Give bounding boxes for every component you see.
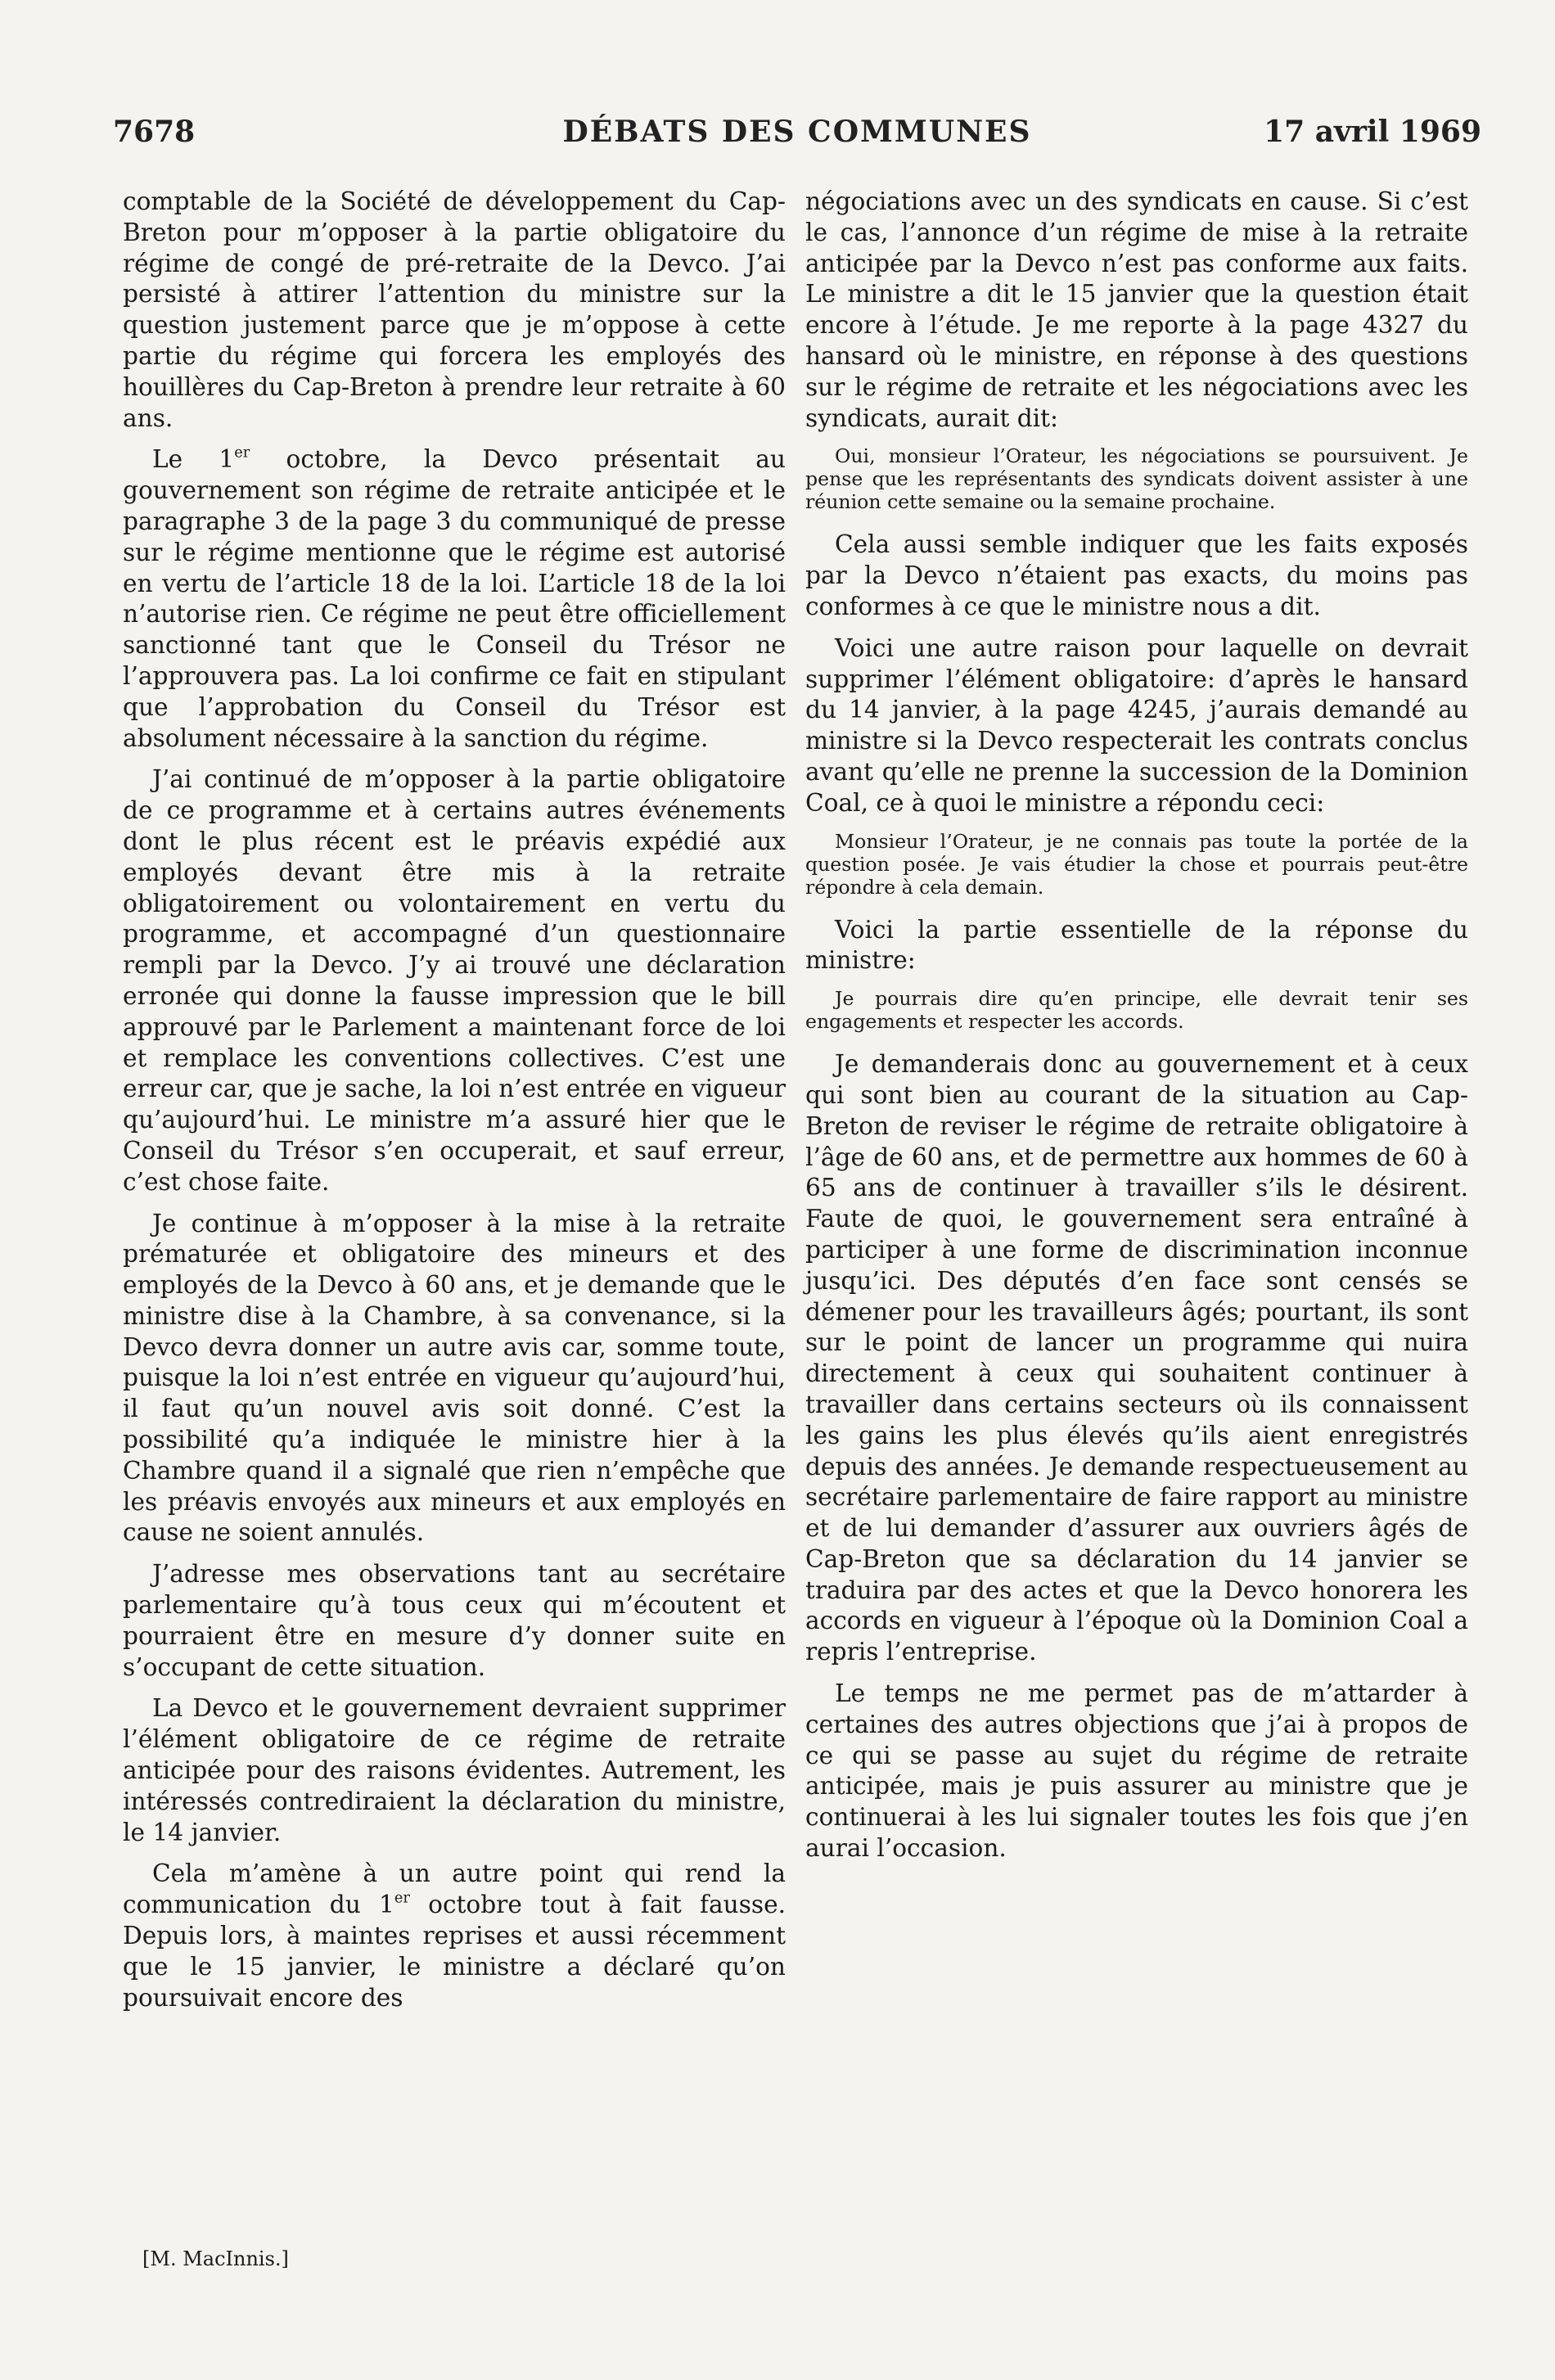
page-number: 7678 — [113, 115, 196, 149]
paragraph: J’ai continué de m’opposer à la partie obligatoire de ce programme et à certains autres événements dont le plus récent est le préavis expédié aux employés devant être mis à la retraite obligatoirement ou volontairement en vertu du programme, et accompagné d’un questionnaire rempli par la Devco. J’y ai trouvé une déclaration erronée qui donne la fausse impression que le bill approuvé par le Parlement a maintenant force de loi et remplace les conventions collectives. C’est une erreur car, que je sache, la loi n’est entrée en vigueur qu’aujourd’hui. Le ministre m’a assuré hier que le Conseil du Trésor s’en occuperait, et sauf erreur, c’est chose faite. — [123, 765, 786, 1196]
paragraph: Le 1er octobre, la Devco présentait au gouvernement son régime de retraite anticipée et le paragraphe 3 de la page 3 du communiqué de presse sur le régime mentionne que le régime est autorisé en vertu de l’article 18 de la loi. L’article 18 de la loi n’autorise rien. Ce régime ne peut être officiellement sanctionné tant que le Conseil du Trésor ne l’approuvera pas. La loi confirme ce fait en stipulant que l’approbation du Conseil du Trésor est absolument nécessaire à la sanction du régime. — [123, 444, 786, 752]
left-column — [123, 187, 786, 2013]
paragraph: Voici une autre raison pour laquelle on devrait supprimer l’élément obligatoire: d’après le hansard du 14 janvier, à la page 4245, j’aurais demandé au ministre si la Devco respecterait les contrats conclus avant qu’elle ne prenne la succession de la Dominion Coal, ce à quoi le ministre a répondu ceci: — [805, 633, 1468, 817]
speaker-note: [M. MacInnis.] — [142, 2247, 289, 2270]
issue-date: 17 avril 1969 — [1264, 115, 1481, 149]
block-quote: Oui, monsieur l’Orateur, les négociations se poursuivent. Je pense que les représentants des syndicats doivent assister à une réunion cette semaine ou la semaine prochaine. — [805, 444, 1468, 514]
paragraph: Voici la partie essentielle de la réponse du ministre: — [805, 915, 1468, 975]
paragraph: Je continue à m’opposer à la mise à la retraite prématurée et obligatoire des mineurs et des employés de la Devco à 60 ans, et je demande que le ministre dise à la Chambre, à sa convenance, si la Devco devra donner un autre avis car, somme toute, puisque la loi n’est entrée en vigueur qu’aujourd’hui, il faut qu’un nouvel avis soit donné. C’est la possibilité qu’a indiquée le ministre hier à la Chambre quand il a signalé que rien n’empêche que les préavis envoyés aux mineurs et aux employés en cause ne soient annulés. — [123, 1209, 786, 1547]
paragraph: Le temps ne me permet pas de m’attarder à certaines des autres objections que j’ai à propos de ce qui se passe au sujet du régime de retraite anticipée, mais je puis assurer au ministre que je continuerai à les lui signaler toutes les fois que j’en aurai l’occasion. — [805, 1679, 1468, 1863]
page-header — [113, 115, 1481, 164]
paragraph: Cela aussi semble indiquer que les faits exposés par la Devco n’étaient pas exacts, du moins pas conformes à ce que le ministre nous a dit. — [805, 530, 1468, 620]
right-column — [805, 187, 1468, 1864]
paragraph: comptable de la Société de développement du Cap-Breton pour m’opposer à la partie obligatoire du régime de congé de pré-retraite de la Devco. J’ai persisté à attirer l’attention du ministre sur la question justement parce que je m’oppose à cette partie du régime qui forcera les employés des houillères du Cap-Breton à prendre leur retraite à 60 ans. — [123, 187, 786, 432]
paragraph: La Devco et le gouvernement devraient supprimer l’élément obligatoire de ce régime de retraite anticipée pour des raisons évidentes. Autrement, les intéressés contrediraient la déclaration du ministre, le 14 janvier. — [123, 1694, 786, 1846]
publication-title: DÉBATS DES COMMUNES — [562, 115, 1032, 149]
paragraph: Cela m’amène à un autre point qui rend la communication du 1er octobre tout à fait fausse. Depuis lors, à maintes reprises et aussi récemment que le 15 janvier, le ministre a déclaré qu’on poursuivait encore des — [123, 1859, 786, 2012]
paragraph: J’adresse mes observations tant au secrétaire parlementaire qu’à tous ceux qui m’écoutent et pourraient être en mesure d’y donner suite en s’occupant de cette situation. — [123, 1560, 786, 1681]
paragraph: négociations avec un des syndicats en cause. Si c’est le cas, l’annonce d’un régime de mise à la retraite anticipée par la Devco n’est pas conforme aux faits. Le ministre a dit le 15 janvier que la question était encore à l’étude. Je me reporte à la page 4327 du hansard où le ministre, en réponse à des questions sur le régime de retraite et les négociations avec les syndicats, aurait dit: — [805, 187, 1468, 432]
block-quote: Je pourrais dire qu’en principe, elle devrait tenir ses engagements et respecter les accords. — [805, 987, 1468, 1034]
paragraph: Je demanderais donc au gouvernement et à ceux qui sont bien au courant de la situation au Cap-Breton de reviser le régime de retraite obligatoire à l’âge de 60 ans, et de permettre aux hommes de 60 à 65 ans de continuer à travailler s’ils le désirent. Faute de quoi, le gouvernement sera entraîné à participer à une forme de discrimination inconnue jusqu’ici. Des députés d’en face sont censés se démener pour les travailleurs âgés; pourtant, ils sont sur le point de lancer un programme qui nuira directement à ceux qui souhaitent continuer à travailler dans certains secteurs où ils connaissent les gains les plus élevés qu’ils aient enregistrés depuis des années. Je demande respectueusement au secrétaire parlementaire de faire rapport au ministre et de lui demander d’assurer aux ouvriers âgés de Cap-Breton que sa déclaration du 14 janvier se traduira par des actes et que la Devco honorera les accords en vigueur à l’époque où la Dominion Coal a repris l’entreprise. — [805, 1050, 1468, 1666]
block-quote: Monsieur l’Orateur, je ne connais pas toute la portée de la question posée. Je vais étudier la chose et pourrais peut-être répondre à cela demain. — [805, 829, 1468, 899]
